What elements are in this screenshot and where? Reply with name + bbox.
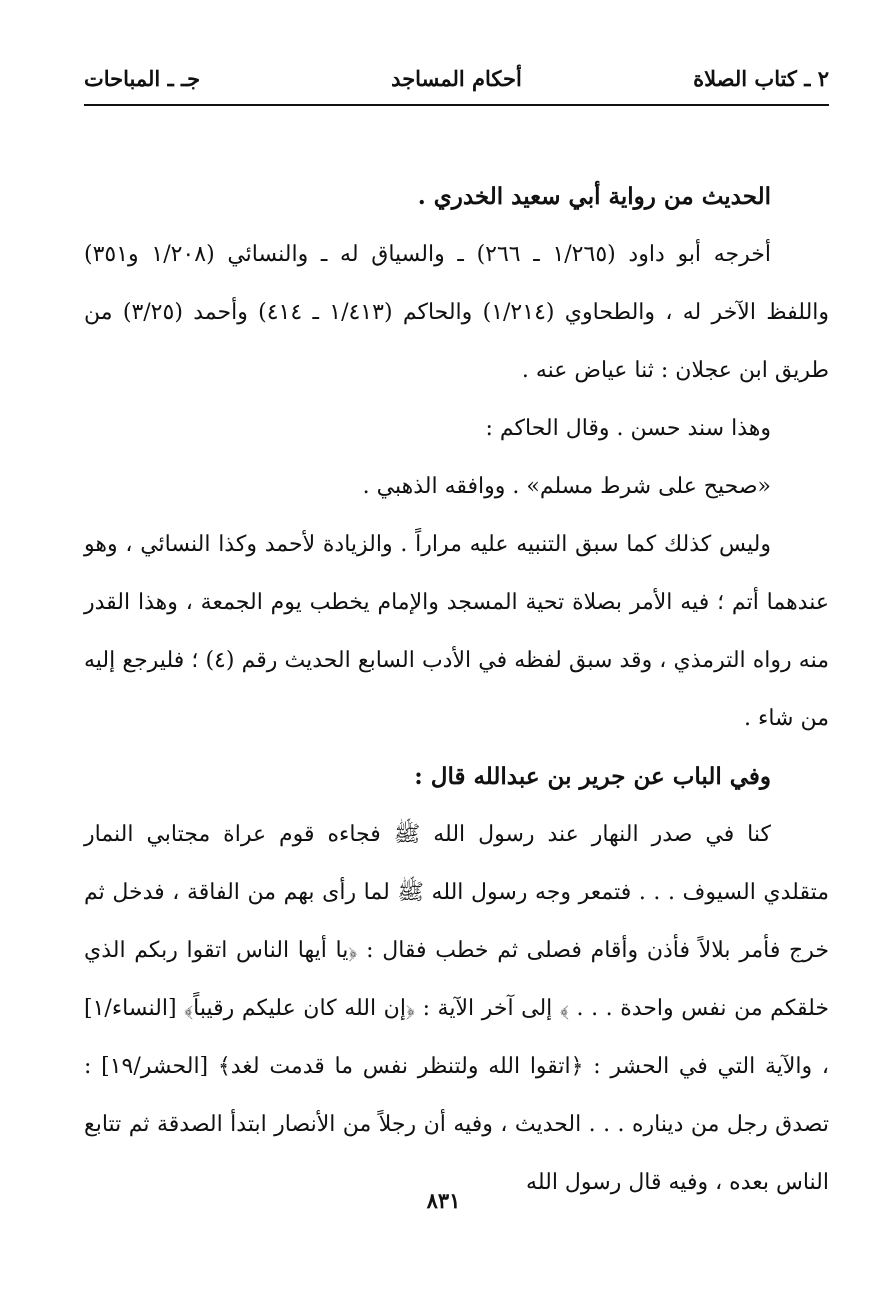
page-number: ٨٣١ [426, 1188, 461, 1213]
header-section: أحكام المساجد [391, 66, 522, 91]
paragraph-jarir-hadith: كنا في صدر النهار عند رسول الله ﷺ فجاءه قوم عراة مجتابي النمار متقلدي السيوف . . . فتمعر وجه رسول الله ﷺ لما رأى بهم من الفاقة ، فدخل ثم خرج فأمر بلالاً فأذن وأقام فصلى ثم خطب فقال : ﴿يا أيها الناس اتقوا ربكم الذي خلقكم من نفس واحدة . . . ﴾ إلى آخر الآية : ﴿إن الله كان عليكم رقيباً﴾ [النساء/١] ، والآية التي في الحشر : ﴿اتقوا الله ولتنظر نفس ما قدمت لغد﴾ [الحشر/١٩] : تصدق رجل من ديناره . . . الحديث ، وفيه أن رجلاً من الأنصار ابتدأ الصدقة ثم تتابع الناس بعده ، وفيه قال رسول الله [84, 822, 829, 1195]
header-chapter: ٢ ـ كتاب الصلاة [693, 66, 829, 91]
running-header [84, 62, 829, 98]
header-subsection: جـ ـ المباحات [84, 66, 201, 91]
paragraph-hakim-quote: «صحيح على شرط مسلم» . ووافقه الذهبي . [362, 474, 771, 499]
paragraph-isnad-grade: وهذا سند حسن . وقال الحاكم : [485, 416, 771, 441]
paragraph-takhrij: أخرجه أبو داود (١/٢٦٥ ـ ٢٦٦) ـ والسياق له ـ والنسائي (١/٢٠٨ و٣٥١) واللفظ الآخر له ، والطحاوي (١/٢١٤) والحاكم (١/٤١٣ ـ ٤١٤) وأحمد (٣/٢٥) من طريق ابن عجلان : ثنا عياض عنه . [84, 242, 830, 383]
page-body [84, 168, 829, 1212]
paragraph-hadith-source: الحديث من رواية أبي سعيد الخدري . [417, 183, 771, 210]
header-divider [84, 104, 829, 106]
paragraph-commentary: وليس كذلك كما سبق التنبيه عليه مراراً . والزيادة لأحمد وكذا النسائي ، وهو عندهما أتم ؛ فيه الأمر بصلاة تحية المسجد والإمام يخطب يوم الجمعة ، وهذا القدر منه رواه الترمذي ، وقد سبق لفظه في الأدب السابع الحديث رقم (٤) ؛ فليرجع إليه من شاء . [84, 532, 829, 731]
paragraph-bab-heading: وفي الباب عن جرير بن عبدالله قال : [414, 763, 771, 790]
